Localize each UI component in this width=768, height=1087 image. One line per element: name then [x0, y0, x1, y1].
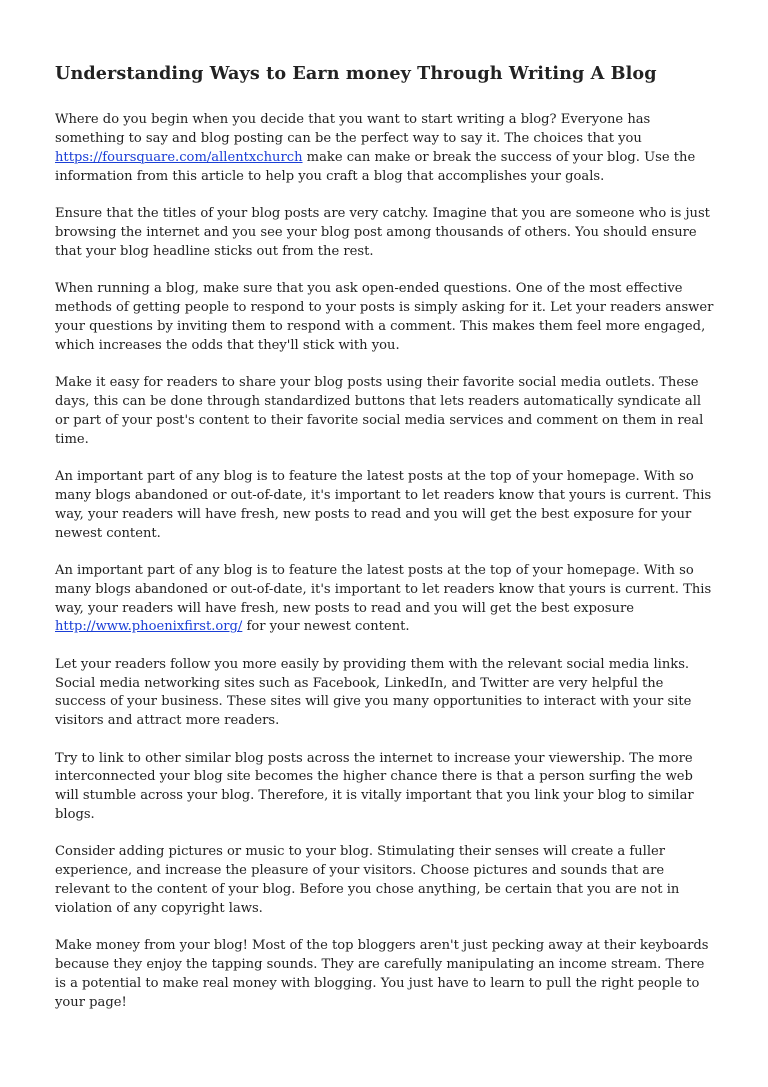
- paragraph-8: Try to link to other similar blog posts across the internet to increase your viewership. The more interconnected your blog site becomes the higher chance there is that a person surfing the web will stumble across your blog. Therefore, it is vitally important that you link your blog to similar blogs.: [55, 750, 694, 823]
- paragraph-1-text-before: Where do you begin when you decide that you want to start writing a blog? Everyone has something to say and blog posting can be the perfect way to say it. The choices that you: [55, 112, 651, 146]
- paragraph-7: Let your readers follow you more easily by providing them with the relevant social media links. Social media networking sites such as Facebook, LinkedIn, and Twitter are very helpful the success of your business. These sites will give you many opportunities to interact with your site visitors and attract more readers.: [55, 656, 692, 729]
- paragraph-9: Consider adding pictures or music to your blog. Stimulating their senses will create a fuller experience, and increase the pleasure of your visitors. Choose pictures and sounds that are relevant to the content of your blog. Before you chose anything, be certain that you are not in violation of any copyright laws.: [55, 844, 680, 917]
- paragraph-1-text-after: make can make or break the success of your blog. Use the information from this article to help you craft a blog that accomplishes your goals.: [55, 149, 696, 184]
- phoenixfirst-link[interactable]: http://www.phoenixfirst.org/: [55, 619, 243, 635]
- paragraph-1: [55, 111, 715, 187]
- page-title: Understanding Ways to Earn money Through Writing A Blog: [55, 63, 657, 84]
- paragraph-5: An important part of any blog is to feature the latest posts at the top of your homepage. With so many blogs abandoned or out-of-date, it's important to let readers know that yours is current. This way, your readers will have fresh, new posts to read and you will get the best exposure for your newest content.: [55, 468, 712, 541]
- paragraph-6: [55, 562, 715, 638]
- paragraph-6-text-before: An important part of any blog is to feature the latest posts at the top of your homepage. With so many blogs abandoned or out-of-date, it's important to let readers know that yours is current. This way, your readers will have fresh, new posts to read and you will get the best exposure: [55, 562, 712, 616]
- paragraph-4: Make it easy for readers to share your blog posts using their favorite social media outlets. These days, this can be done through standardized buttons that lets readers automatically syndicate all or part of your post's content to their favorite social media services and comment on them in real time.: [55, 374, 704, 447]
- foursquare-link[interactable]: https://foursquare.com/allentxchurch: [55, 149, 303, 165]
- article: [55, 63, 715, 1031]
- paragraph-10: Make money from your blog! Most of the top bloggers aren't just pecking away at their keyboards because they enjoy the tapping sounds. They are carefully manipulating an income stream. There is a potential to make real money with blogging. You just have to learn to pull the right people to your page!: [55, 938, 709, 1011]
- paragraph-3: When running a blog, make sure that you ask open-ended questions. One of the most effective methods of getting people to respond to your posts is simply asking for it. Let your readers answer your questions by inviting them to respond with a comment. This makes them feel more engaged, which increases the odds that they'll stick with you.: [55, 280, 714, 353]
- paragraph-2: Ensure that the titles of your blog posts are very catchy. Imagine that you are someone who is just browsing the internet and you see your blog post among thousands of others. You should ensure that your blog headline sticks out from the rest.: [55, 205, 710, 259]
- paragraph-6-text-after: for your newest content.: [242, 619, 410, 635]
